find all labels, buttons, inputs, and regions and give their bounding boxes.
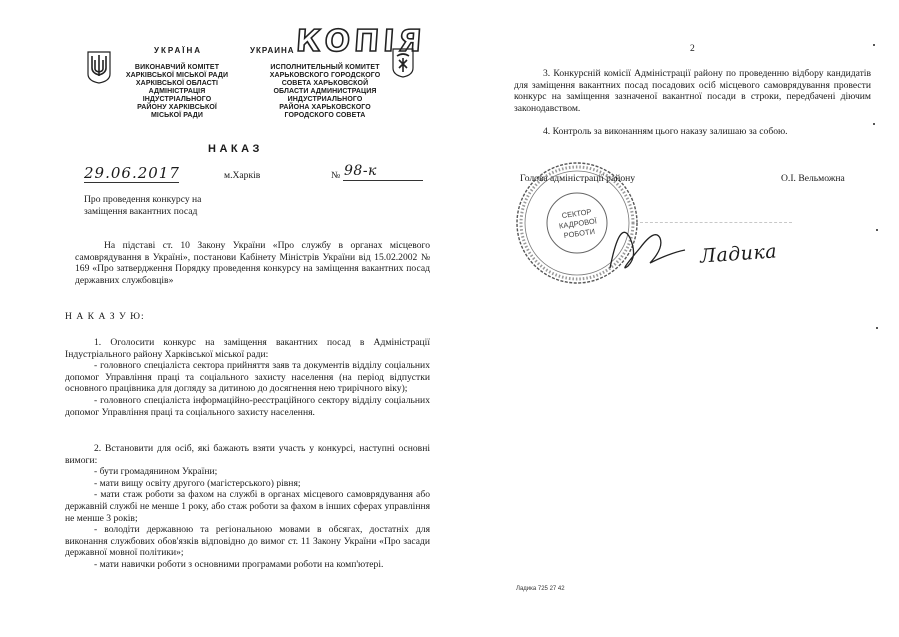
subject (84, 194, 284, 217)
signature-name: О.І. Вельможна (781, 173, 845, 184)
header-left-line: ВИКОНАВЧИЙ КОМІТЕТ (134, 64, 220, 71)
paragraph-2-item: - мати вищу освіту другого (магістерського) рівня; (94, 477, 301, 489)
header-right-line: РАЙОНА ХАРЬКОВСКОГО (279, 104, 371, 111)
number-sign: № (331, 170, 341, 181)
signature-title: Голова адміністрації району (520, 173, 636, 184)
round-stamp-line: РОБОТИ (563, 226, 596, 241)
paragraph-2-item: - бути громадянином України; (94, 466, 218, 478)
number-underline (343, 180, 423, 181)
paragraph-1-lead: 1. Оголосити конкурс на заміщення вакантних посад в Адміністрації Індустріального району Харківської міської ради: (65, 337, 430, 360)
header-left-line: АДМІНІСТРАЦІЯ (148, 88, 206, 95)
paragraph-2-lead: 2. Встановити для осіб, які бажають взяти участь у конкурсі, наступні основні вимоги: (65, 443, 430, 466)
edge-mark (873, 44, 875, 46)
date-underline (84, 182, 179, 183)
header-right-line: ОБЛАСТИ АДМИНИСТРАЦИЯ (273, 88, 377, 95)
coat-of-arms-icon (86, 50, 112, 84)
preamble: На підставі ст. 10 Закону України «Про службу в органах місцевого самоврядування в Україні», постанови Кабінету Міністрів України від 15.02.2002 № 169 «Про затвердження Порядку проведення конкурсу на заміщення вакантних посад державних службовців» (75, 240, 430, 286)
paragraph-1-item: - головного спеціаліста сектора прийняття заяв та документів відділу соціальних допомог Управління праці та соціального захисту населення (на період відпустки основного працівника для догляду за дитиною до досягнення нею трирічного віку); (65, 360, 430, 395)
paragraph-1-item: - головного спеціаліста інформаційно-реєстраційного сектору відділу соціальних допомог Управління праці та соціального захисту населення. (65, 394, 430, 418)
header-right-line: ГОРОДСКОГО СОВЕТА (284, 112, 366, 119)
paragraph-3: 3. Конкурсній комісії Адміністрації району по проведенню відбору кандидатів для заміщення вакантних посад посадових осіб місцевого самоврядування провести конкурс на заміщення зазначеної вакантної посади в строки, передбачені діючим законодавством. (514, 68, 871, 114)
city-label: м.Харків (224, 170, 261, 181)
page-number: 2 (690, 43, 695, 54)
document-title: НАКАЗ (208, 143, 263, 155)
round-stamp-line: СЕКТОР (561, 207, 592, 221)
subject-line: Про проведення конкурсу на (84, 194, 202, 205)
city-emblem-icon (392, 48, 414, 78)
header-left-line: ІНДУСТРІАЛЬНОГО (142, 96, 212, 103)
handwritten-number: 98-к (344, 163, 377, 179)
round-stamp-line: КАДРОВОЇ (558, 216, 598, 231)
header-right-line: ИСПОЛНИТЕЛЬНЫЙ КОМИТЕТ (270, 64, 380, 71)
header-right-block (255, 64, 395, 120)
subject-line: заміщення вакантних посад (84, 205, 198, 217)
order-word: Н А К А З У Ю: (65, 311, 145, 322)
header-left-country: УКРАЇНА (153, 46, 203, 55)
handwritten-signature: Ладика (699, 240, 778, 268)
edge-mark (876, 229, 878, 231)
paragraph-2-item: - мати навички роботи з основними програмами роботи на комп'ютері. (94, 558, 384, 570)
edge-mark (873, 123, 875, 125)
header-left-line: ХАРКІВСЬКОЇ ОБЛАСТІ (135, 80, 219, 87)
copy-stamp: КОПІЯ (294, 24, 427, 59)
header-left-line: ХАРКІВСЬКОЇ МІСЬКОЇ РАДИ (125, 72, 229, 79)
handwritten-date: 29.06.2017 (84, 164, 180, 182)
header-right-line: СОВЕТА ХАРЬКОВСКОЙ (281, 80, 369, 87)
signature-scribble-icon (600, 208, 690, 278)
edge-mark (876, 327, 878, 329)
header-left-line: РАЙОНУ ХАРКІВСЬКОЇ (137, 104, 217, 111)
paragraph-2 (65, 443, 430, 571)
header-left-block (112, 64, 242, 120)
header-right-line: ХАРЬКОВСКОГО ГОРОДСКОГО (269, 72, 381, 79)
paragraph-2-item: - володіти державною та регіональною мовами в обсягах, достатніх для виконання службових обов'язків відповідно до вимог ст. 11 Закону України «Про засади державної мовної політики»; (65, 524, 430, 559)
header-right-line: ИНДУСТРИАЛЬНОГО (287, 96, 363, 103)
footer-note: Ладика 725 27 42 (516, 586, 565, 592)
header-left-line: МІСЬКОЇ РАДИ (150, 112, 204, 119)
paragraph-1 (65, 337, 430, 418)
paragraph-4: 4. Контроль за виконанням цього наказу залишаю за собою. (543, 126, 788, 137)
header-right-country: УКРАИНА (250, 46, 295, 55)
paragraph-2-item: - мати стаж роботи за фахом на службі в органах місцевого самоврядування або державній службі не менше 1 року, або стаж роботи за фахом в інших сферах управління не менше 3 років; (65, 489, 430, 524)
